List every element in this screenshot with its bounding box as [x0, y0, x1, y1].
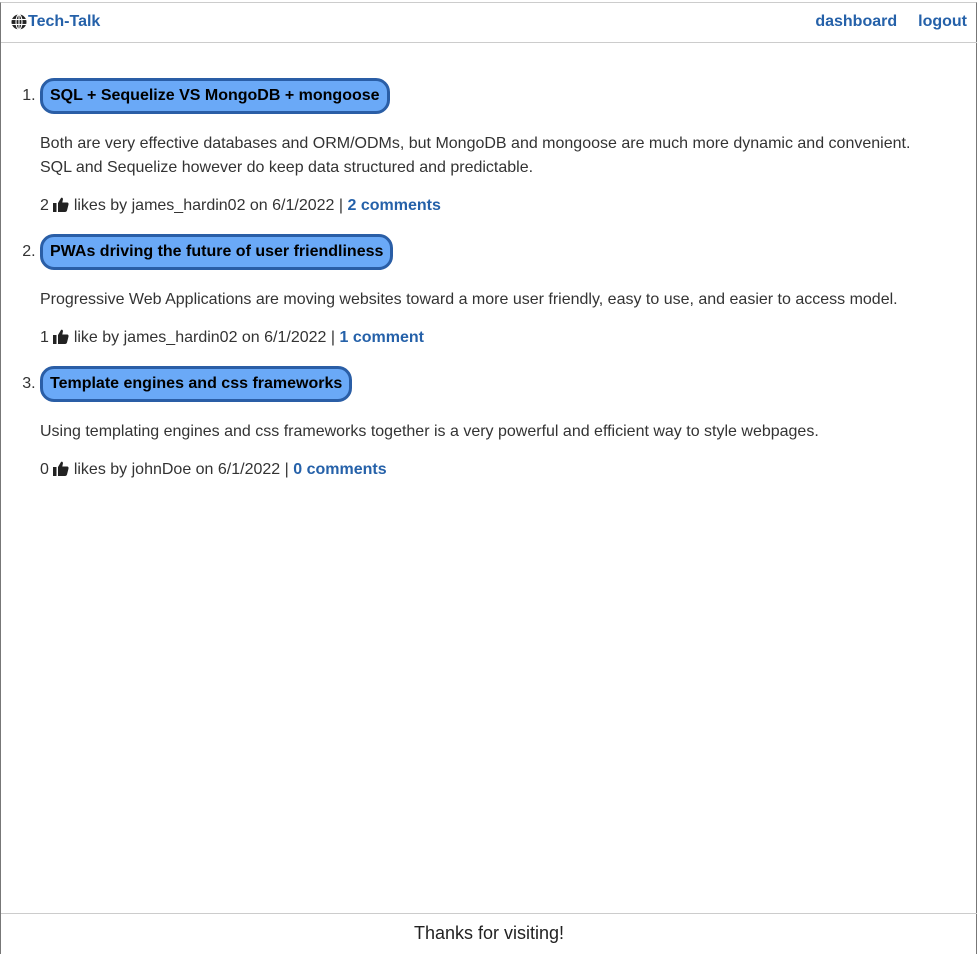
- footer-text: Thanks for visiting!: [413, 923, 565, 943]
- footer: [1, 913, 977, 954]
- post-meta: [40, 328, 940, 348]
- like-count: 1: [40, 329, 49, 346]
- navbar: [1, 3, 977, 43]
- post-body: Using templating engines and css frameworks together is a very powerful and efficient way to style webpages.: [40, 423, 819, 440]
- post-title-button[interactable]: Template engines and css frameworks: [40, 366, 352, 402]
- comments-link[interactable]: 0 comments: [293, 461, 387, 478]
- post-meta: [40, 460, 940, 480]
- post-meta: [40, 196, 940, 216]
- like-info: likes by james_hardin02 on 6/1/2022 |: [73, 197, 344, 214]
- logout-link[interactable]: logout: [918, 13, 967, 30]
- post-body: Both are very effective databases and ORM/ODMs, but MongoDB and mongoose are much more dynamic and convenient. SQL and Sequelize however do keep data structured and predictable.: [40, 135, 911, 176]
- like-info: like by james_hardin02 on 6/1/2022 |: [73, 329, 336, 346]
- brand-link[interactable]: [11, 13, 100, 31]
- comments-link[interactable]: 1 comment: [339, 329, 424, 346]
- nav-links: [815, 13, 967, 31]
- like-count: 2: [40, 197, 49, 214]
- post-item: [40, 236, 940, 348]
- thumbs-up-icon[interactable]: [53, 197, 69, 212]
- post-title-button[interactable]: PWAs driving the future of user friendliness: [40, 234, 393, 270]
- post-item: [40, 368, 940, 480]
- comments-link[interactable]: 2 comments: [347, 197, 441, 214]
- like-count: 0: [40, 461, 49, 478]
- post-item: [40, 80, 940, 216]
- post-title-button[interactable]: SQL + Sequelize VS MongoDB + mongoose: [40, 78, 390, 114]
- thumbs-up-icon[interactable]: [53, 461, 69, 476]
- dashboard-link[interactable]: dashboard: [815, 13, 898, 30]
- post-body: Progressive Web Applications are moving websites toward a more user friendly, easy to use, and easier to access model.: [40, 291, 898, 308]
- thumbs-up-icon[interactable]: [53, 329, 69, 344]
- like-info: likes by johnDoe on 6/1/2022 |: [73, 461, 289, 478]
- brand-name: Tech-Talk: [28, 13, 101, 30]
- post-list: [0, 80, 940, 500]
- globe-icon: [11, 14, 27, 30]
